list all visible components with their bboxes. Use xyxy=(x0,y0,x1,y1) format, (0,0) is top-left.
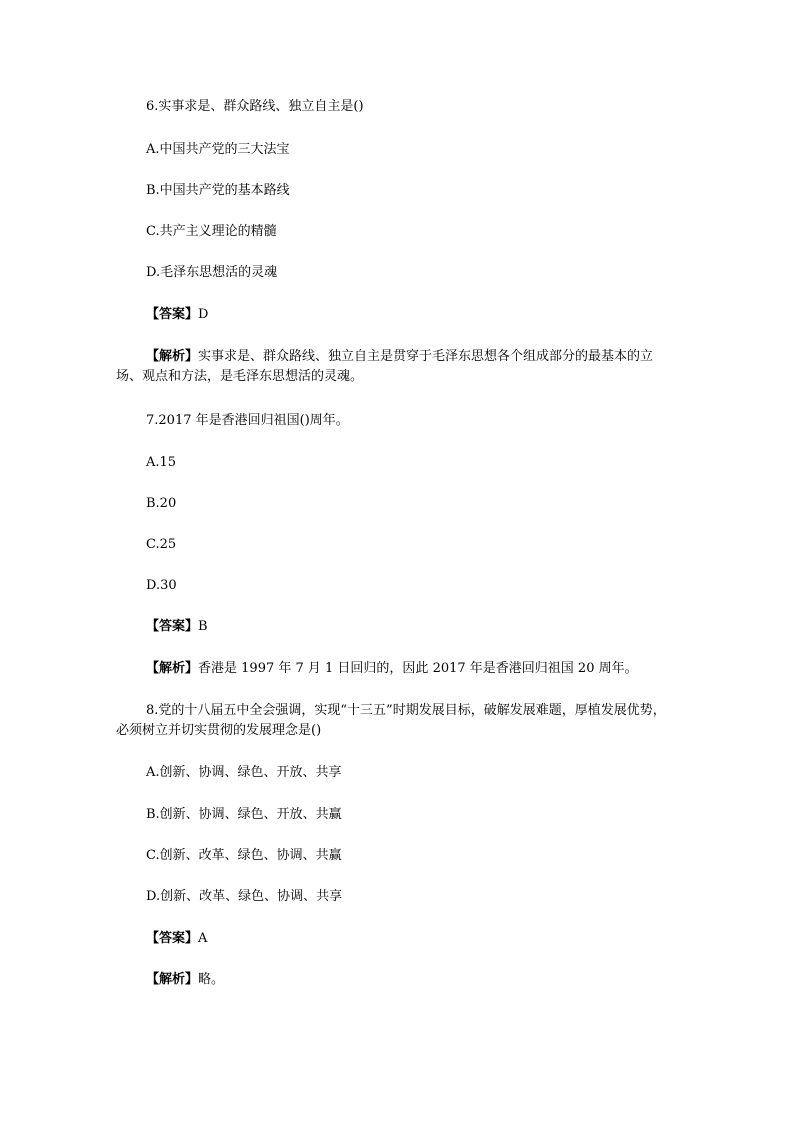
answer-label: 【答案】 xyxy=(146,307,199,322)
question-8-stem: 8.党的十八届五中全会强调，实现“十三五”时期发展目标，破解发展难题，厚植发展优势，必须树立并切实贯彻的发展理念是() xyxy=(116,703,666,738)
answer-value: B xyxy=(198,619,208,634)
analysis-label: 【解析】 xyxy=(146,661,199,676)
question-6-analysis xyxy=(116,347,676,387)
answer-label: 【答案】 xyxy=(146,931,199,946)
question-8-option-d: D.创新、改革、绿色、协调、共享 xyxy=(146,889,343,904)
question-8-answer xyxy=(146,929,207,949)
question-8-option-b: B.创新、协调、绿色、开放、共赢 xyxy=(146,807,342,822)
question-7-option-a: A.15 xyxy=(146,455,177,470)
analysis-text: 略。 xyxy=(198,972,225,987)
question-7-answer xyxy=(146,617,208,637)
analysis-text: 香港是 1997 年 7 月 1 日回归的，因此 2017 年是香港回归祖国 20 周年。 xyxy=(198,661,638,676)
question-8-analysis xyxy=(146,970,224,990)
question-8-option-c: C.创新、改革、绿色、协调、共赢 xyxy=(146,848,342,863)
question-6-option-b: B.中国共产党的基本路线 xyxy=(146,183,290,198)
answer-value: A xyxy=(198,931,208,946)
question-6-option-c: C.共产主义理论的精髓 xyxy=(146,224,277,239)
question-7-analysis xyxy=(146,659,638,679)
question-7-option-b: B.20 xyxy=(146,496,177,511)
question-7-option-c: C.25 xyxy=(146,537,177,552)
answer-value: D xyxy=(198,307,209,322)
question-6-option-d: D.毛泽东思想活的灵魂 xyxy=(146,265,278,280)
question-7-stem: 7.2017 年是香港回归祖国()周年。 xyxy=(146,413,349,428)
question-6-option-a: A.中国共产党的三大法宝 xyxy=(146,142,290,157)
question-6-stem: 6.实事求是、群众路线、独立自主是() xyxy=(146,99,364,114)
analysis-label: 【解析】 xyxy=(146,349,199,364)
analysis-label: 【解析】 xyxy=(146,972,199,987)
question-6-answer xyxy=(146,305,208,325)
question-8-option-a: A.创新、协调、绿色、开放、共享 xyxy=(146,765,342,780)
answer-label: 【答案】 xyxy=(146,619,199,634)
analysis-text: 实事求是、群众路线、独立自主是贯穿于毛泽东思想各个组成部分的最基本的立场、观点和方法，是毛泽东思想活的灵魂。 xyxy=(116,349,654,384)
question-7-option-d: D.30 xyxy=(146,578,177,593)
